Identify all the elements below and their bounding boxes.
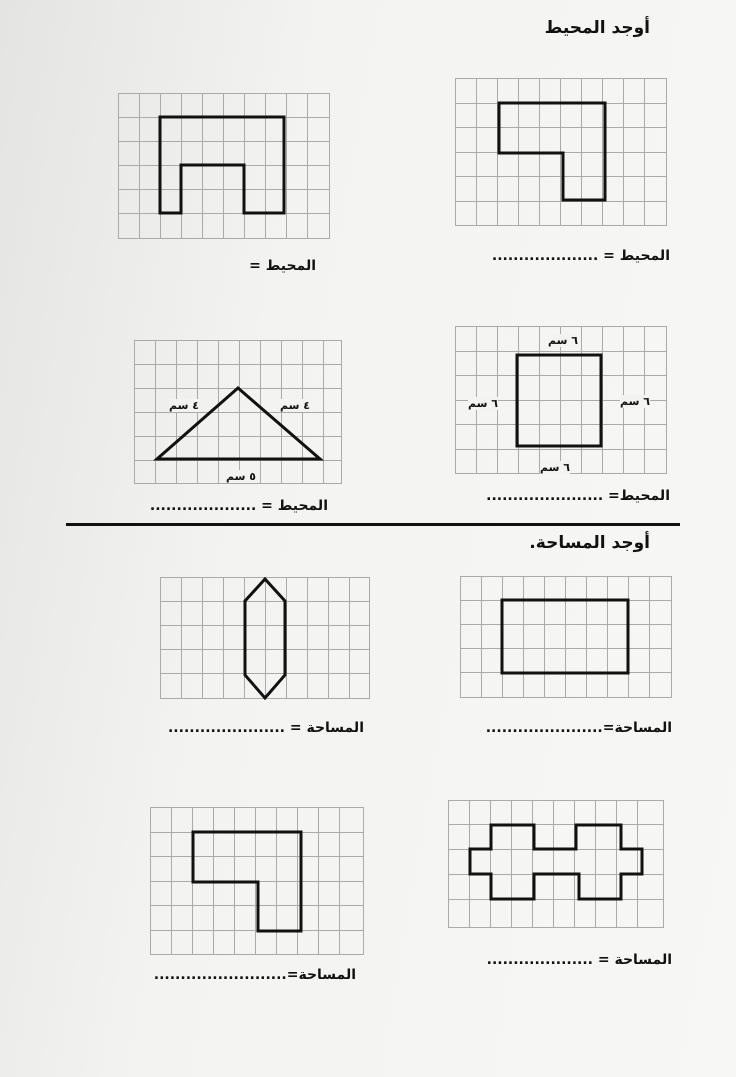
grid-lines: [160, 577, 370, 699]
grid-l-shape: [455, 78, 667, 226]
grid-hexagon: [160, 577, 370, 699]
area-label-hexagon: المساحة = ......................: [167, 720, 364, 736]
square-dim-top: ٦ سم: [548, 334, 578, 347]
perimeter-heading: أوجد المحيط: [544, 18, 650, 38]
perimeter-label-l-shape: المحيط = ....................: [491, 248, 670, 264]
square-dim-left: ٦ سم: [468, 397, 498, 410]
area-label-cross-shape: المساحة = ....................: [486, 952, 672, 968]
perimeter-label-triangle: المحيط = ....................: [149, 498, 328, 514]
grid-rectangle: [460, 576, 672, 698]
area-label-rectangle: المساحة=......................: [485, 720, 672, 736]
grid-cross-shape: [448, 800, 664, 928]
square-dim-right: ٦ سم: [620, 395, 650, 408]
area-label-l-shape: المساحة=.........................: [153, 967, 356, 983]
grid-u-shape: [118, 93, 330, 239]
triangle-dim-bottom: ٥ سم: [226, 470, 256, 483]
grid-lines: [448, 800, 664, 928]
triangle-dim-left: ٤ سم: [169, 399, 199, 412]
perimeter-label-square: المحيط= ......................: [486, 488, 670, 504]
l-shape-outline: [499, 103, 605, 200]
triangle-dim-right: ٤ سم: [280, 399, 310, 412]
grid-lines: [134, 340, 342, 484]
area-heading: أوجد المساحة.: [529, 533, 650, 553]
grid-triangle: [134, 340, 342, 484]
square-dim-bottom: ٦ سم: [540, 461, 570, 474]
perimeter-label-u-shape: المحيط =: [249, 258, 316, 274]
section-divider: [66, 523, 680, 526]
grid-l-shape-area: [150, 807, 364, 955]
grid-lines: [460, 576, 672, 698]
